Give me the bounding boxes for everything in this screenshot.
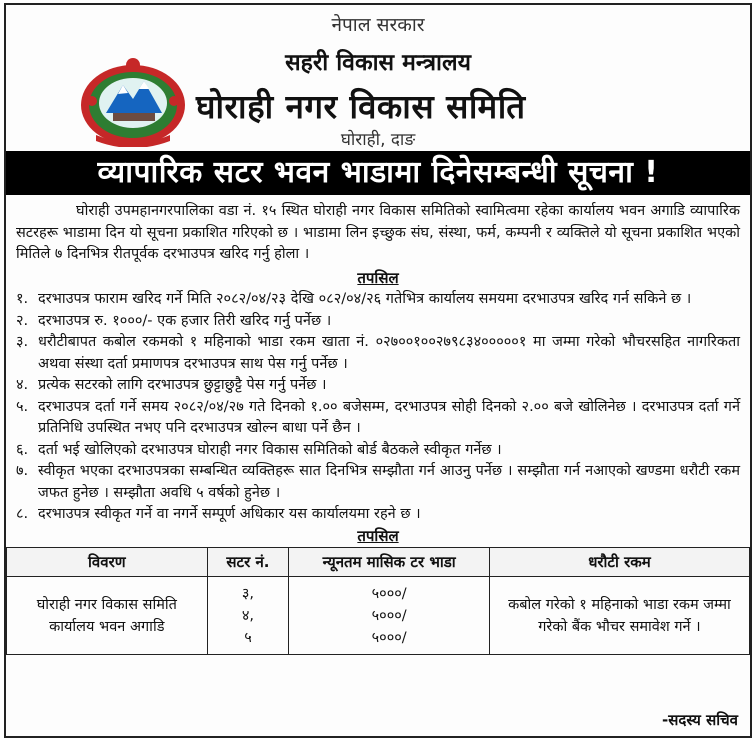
item-text: दर्ता भई खोलिएको दरभाउपत्र घोराही नगर विकास समितिको बोर्ड बैठकले स्वीकृत गर्नेछ ।: [38, 441, 502, 458]
item-number: ८.: [16, 506, 29, 522]
shutter-number: ३,: [241, 585, 255, 602]
shutter-cell: [207, 577, 289, 655]
column-header: सटर नं.: [207, 548, 289, 577]
rent-value: ५०००/: [371, 629, 407, 646]
shutter-number: ४,: [241, 607, 255, 624]
deposit-cell: कबोल गरेको १ महिनाको भाडा रकम जम्मा गरेको बैंक भौचर समावेश गर्ने ।: [489, 577, 749, 655]
list-item: [16, 440, 740, 462]
list-item: [16, 332, 740, 375]
table-heading: तपसिल: [357, 526, 399, 545]
notice-page: [4, 3, 752, 738]
list-item: [16, 504, 740, 526]
list-item: [16, 311, 740, 333]
item-number: ७.: [16, 463, 29, 479]
item-number: १.: [16, 291, 29, 307]
notice-body: [6, 195, 750, 547]
rent-value: ५०००/: [371, 585, 407, 602]
tariff-table: [6, 547, 750, 655]
item-number: ५.: [16, 398, 29, 415]
item-text: प्रत्येक सटरको लागि दरभाउपत्र छुट्टाछुट्टै पेस गर्नु पर्नेछ ।: [38, 377, 327, 393]
table-header-row: [7, 548, 750, 577]
list-item: [16, 375, 740, 397]
item-text: धरौटीबापत कबोल रकमको १ महिनाको भाडा रकम खाता नं. ०२७००१००२७९८३४०००००१ मा जम्मा गरेको भौचरसहित नागरिकता अथवा संस्था दर्ता प्रमाणपत्र दरभाउपत्र साथ पेस गर्नु पर्नेछ ।: [38, 334, 740, 372]
item-text: दरभाउपत्र दर्ता गर्ने समय २०८२/०४/२७ गते दिनको १.०० बजेसम्म, दरभाउपत्र सोही दिनको २.०० बजे खोलिनेछ । दरभाउपत्र दर्ता गर्ने प्रतिनिधि उपस्थित नभए पनि दरभाउपत्र खोल्न बाधा पर्ने छैन ।: [38, 398, 740, 436]
conditions-list: [16, 289, 740, 526]
column-header: न्यूनतम मासिक टर भाडा: [289, 548, 490, 577]
item-text: दरभाउपत्र फाराम खरिद गर्ने मिति २०८२/०४/२३ देखि ०८२/०४/२६ गतेभित्र कार्यालय समयमा दरभाउपत्र खरिद गर्न सकिने छ ।: [38, 291, 692, 307]
list-item: [16, 289, 740, 311]
item-number: ६.: [16, 441, 29, 458]
item-text: दरभाउपत्र स्वीकृत गर्ने वा नगर्ने सम्पूर्ण अधिकार यस कार्यालयमा रहने छ ।: [38, 506, 421, 522]
ministry-name: सहरी विकास मन्त्रालय: [285, 50, 471, 76]
place-name: घोराही, दाङ: [340, 130, 416, 150]
organization-name: घोराही नगर विकास समिति: [196, 87, 526, 126]
intro-paragraph: घोराही उपमहानगरपालिका वडा नं. १५ स्थित घोराही नगर विकास समितिको स्वामित्वमा रहेका कार्यालय भवन अगाडि व्यापारिक सटरहरू भाडामा दिन यो सूचना प्रकाशित गरिएको छ । भाडामा लिन इच्छुक संघ, संस्था, फर्म, कम्पनी र व्यक्तिले यो सूचना प्रकाशित भएको मितिले ७ दिनभित्र रीतपूर्वक दरभाउपत्र खरिद गर्नु होला ।: [16, 203, 740, 262]
item-number: ४.: [16, 377, 29, 393]
item-number: ३.: [16, 334, 29, 350]
rent-cell: [289, 577, 490, 655]
item-number: २.: [16, 312, 29, 329]
column-header: विवरण: [7, 548, 208, 577]
column-header: धरौटी रकम: [489, 548, 749, 577]
signature: -सदस्य सचिव: [662, 711, 738, 729]
notice-title: व्यापारिक सटर भवन भाडामा दिनेसम्बन्धी सूचना !: [6, 151, 750, 195]
government-name: नेपाल सरकार: [331, 14, 425, 36]
conditions-heading: तपसिल: [357, 268, 399, 287]
rent-value: ५०००/: [371, 607, 407, 624]
list-item: [16, 461, 740, 504]
list-item: [16, 397, 740, 440]
item-text: स्वीकृत भएका दरभाउपत्रका सम्बन्धित व्यक्तिहरू सात दिनभित्र सम्झौता गर्न आउनु पर्नेछ । सम्झौता गर्न नआएको खण्डमा धरौटी रकम जफत हुनेछ । सम्झौता अवधि ५ वर्षको हुनेछ ।: [38, 463, 740, 501]
notice-header: [6, 5, 750, 151]
description-cell: घोराही नगर विकास समिति कार्यालय भवन अगाडि: [7, 577, 208, 655]
shutter-number: ५: [244, 629, 252, 646]
table-row: [7, 577, 750, 655]
item-text: दरभाउपत्र रु. १०००/- एक हजार तिरी खरिद गर्नु पर्नेछ ।: [38, 312, 332, 329]
